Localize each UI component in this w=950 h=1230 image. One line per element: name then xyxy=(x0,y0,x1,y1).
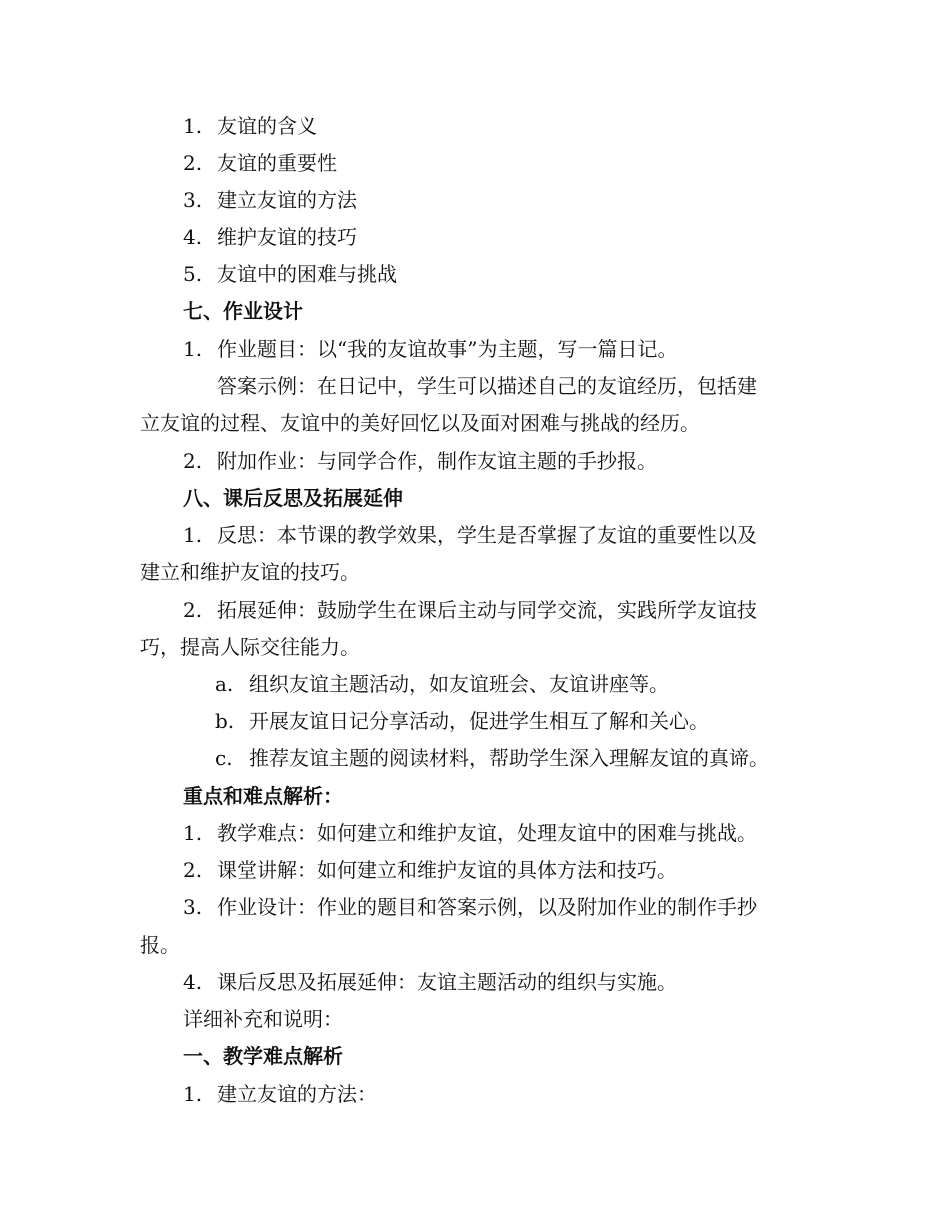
list-number: 3. xyxy=(183,895,203,919)
sub-list-text: 推荐友谊主题的阅读材料，帮助学生深入理解友谊的真谛。 xyxy=(249,746,769,770)
list-number: 2. xyxy=(183,449,203,473)
list-number: 4. xyxy=(183,970,203,994)
list-text: 教学难点：如何建立和维护友谊，处理友谊中的困难与挑战。 xyxy=(217,821,757,845)
list-number: 5. xyxy=(183,262,203,286)
list-number: 2. xyxy=(183,598,203,622)
answer-example-line: 答案示例：在日记中，学生可以描述自己的友谊经历，包括建 xyxy=(217,374,757,398)
list-text: 附加作业：与同学合作，制作友谊主题的手抄报。 xyxy=(217,449,657,473)
list-text: 课后反思及拓展延伸：友谊主题活动的组织与实施。 xyxy=(217,970,677,994)
list-number: 1. xyxy=(183,337,203,361)
list-number: 3. xyxy=(183,188,203,212)
paragraph-continuation: 报。 xyxy=(140,933,180,957)
section-heading-homework: 七、作业设计 xyxy=(183,299,303,323)
paragraph-continuation: 建立和维护友谊的技巧。 xyxy=(140,560,360,584)
key-point-item xyxy=(0,858,950,882)
sub-list-label: b. xyxy=(215,709,235,733)
list-text: 作业设计：作业的题目和答案示例，以及附加作业的制作手抄 xyxy=(217,895,757,919)
list-text: 友谊的重要性 xyxy=(217,151,337,175)
list-item xyxy=(0,262,950,286)
list-text: 建立友谊的方法： xyxy=(217,1082,377,1106)
sub-list-item xyxy=(0,746,950,770)
section-heading-difficulty: 一、教学难点解析 xyxy=(183,1044,343,1068)
list-number: 1. xyxy=(183,114,203,138)
list-text: 作业题目：以“我的友谊故事”为主题，写一篇日记。 xyxy=(217,337,678,361)
key-point-item xyxy=(0,895,950,919)
sub-list-text: 组织友谊主题活动，如友谊班会、友谊讲座等。 xyxy=(249,672,669,696)
list-text: 拓展延伸：鼓励学生在课后主动与同学交流，实践所学友谊技 xyxy=(217,598,757,622)
list-number: 2. xyxy=(183,151,203,175)
answer-example-line: 立友谊的过程、友谊中的美好回忆以及面对困难与挑战的经历。 xyxy=(140,411,700,435)
list-number: 4. xyxy=(183,225,203,249)
list-text: 建立友谊的方法 xyxy=(217,188,357,212)
reflection-item xyxy=(0,598,950,622)
list-item xyxy=(0,151,950,175)
homework-item xyxy=(0,449,950,473)
paragraph-continuation: 巧，提高人际交往能力。 xyxy=(140,635,360,659)
list-text: 反思：本节课的教学效果，学生是否掌握了友谊的重要性以及 xyxy=(217,523,757,547)
detail-note: 详细补充和说明： xyxy=(183,1007,343,1031)
section-heading-reflection: 八、课后反思及拓展延伸 xyxy=(183,486,403,510)
list-number: 2. xyxy=(183,858,203,882)
list-text: 维护友谊的技巧 xyxy=(217,225,357,249)
list-number: 1. xyxy=(183,1082,203,1106)
list-item xyxy=(0,225,950,249)
list-text: 课堂讲解：如何建立和维护友谊的具体方法和技巧。 xyxy=(217,858,677,882)
key-point-item xyxy=(0,970,950,994)
sub-list-label: c. xyxy=(215,746,233,770)
sub-list-text: 开展友谊日记分享活动，促进学生相互了解和关心。 xyxy=(249,709,709,733)
sub-list-item xyxy=(0,672,950,696)
list-text: 友谊中的困难与挑战 xyxy=(217,262,397,286)
sub-list-item xyxy=(0,709,950,733)
list-item xyxy=(0,188,950,212)
list-item xyxy=(0,1082,950,1106)
section-heading-key-points: 重点和难点解析： xyxy=(183,784,343,808)
homework-item xyxy=(0,337,950,361)
list-item xyxy=(0,114,950,138)
key-point-item xyxy=(0,821,950,845)
list-number: 1. xyxy=(183,523,203,547)
reflection-item xyxy=(0,523,950,547)
list-text: 友谊的含义 xyxy=(217,114,317,138)
sub-list-label: a. xyxy=(215,672,234,696)
list-number: 1. xyxy=(183,821,203,845)
